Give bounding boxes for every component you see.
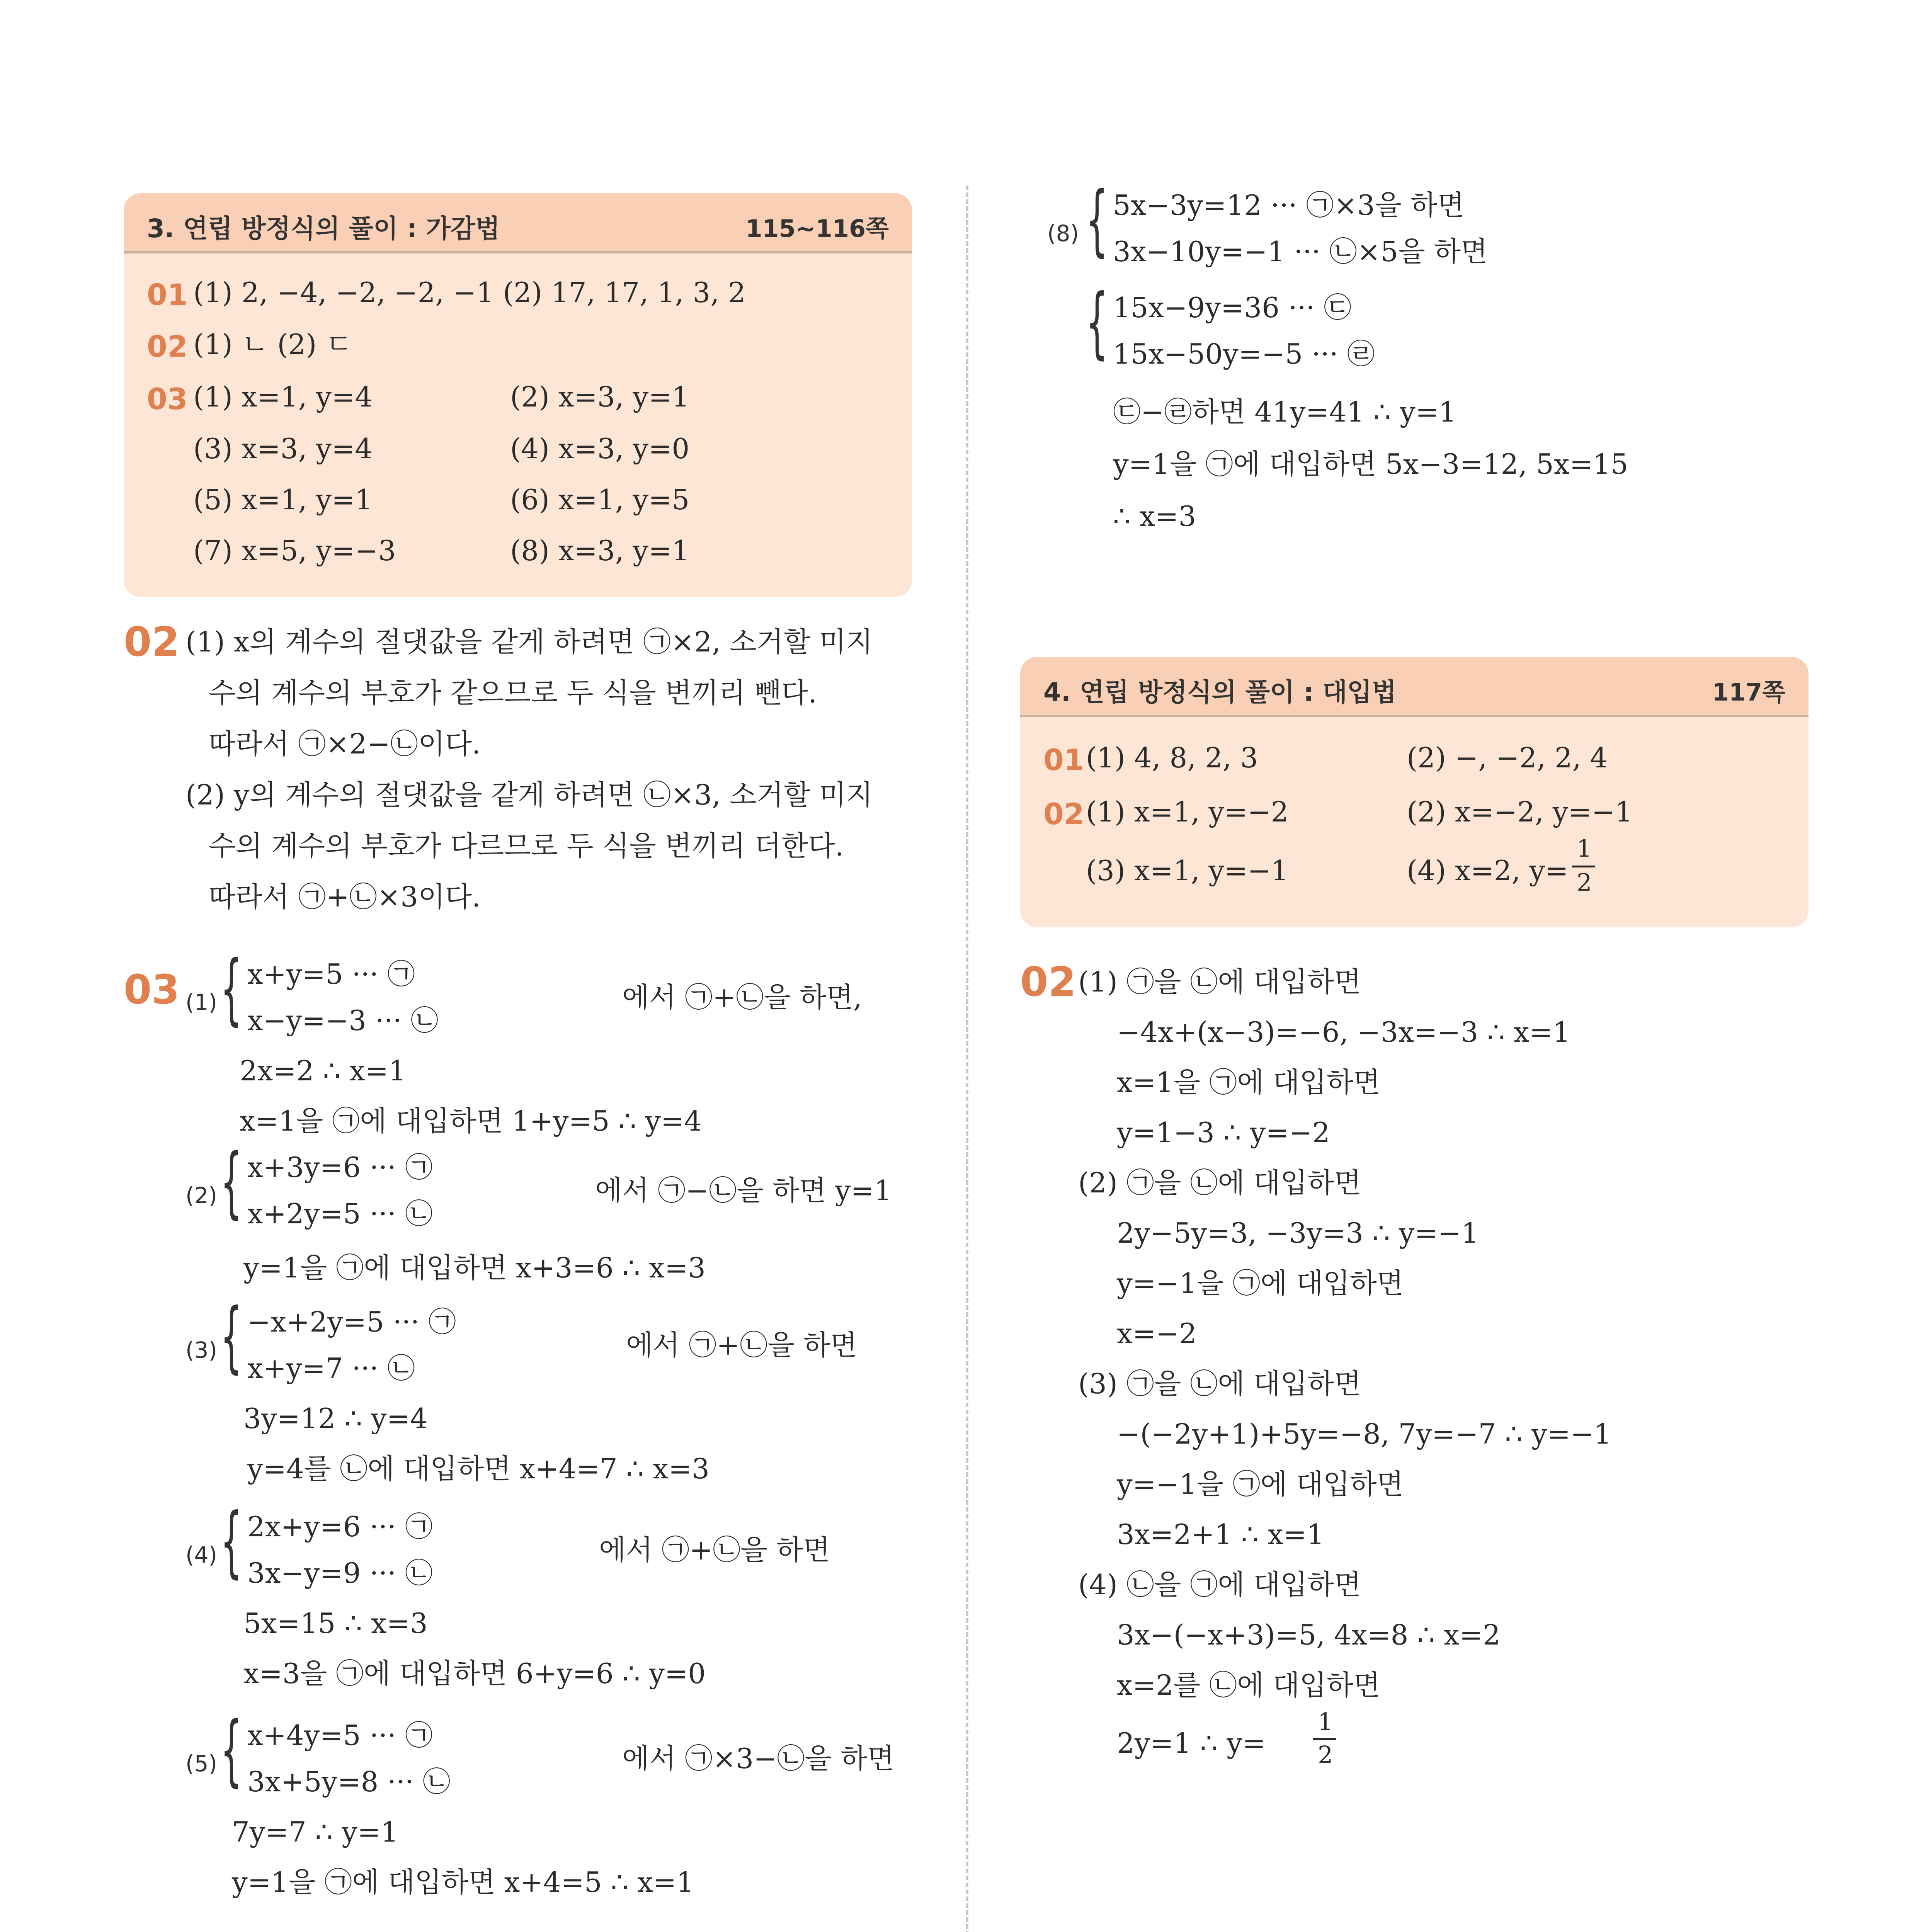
answer-line: (1) ㄴ (2) ㄷ: [193, 328, 352, 361]
step: y=4를 ㉡에 대입하면 x+4=7 ∴ x=3: [247, 1452, 709, 1485]
sub-label: (3): [185, 1337, 218, 1363]
step: ∴ x=3: [1113, 500, 1196, 532]
text-line: x=2를 ㉡에 대입하면: [1117, 1669, 1380, 1701]
text-line: (2) y의 계수의 절댓값을 같게 하려면 ㉡×3, 소거할 미지: [185, 779, 873, 811]
answer-box-3-header: [124, 193, 912, 253]
step: y=1을 ㉠에 대입하면 x+4=5 ∴ x=1: [232, 1866, 694, 1898]
step: y=1을 ㉠에 대입하면 5x−3=12, 5x=15: [1113, 448, 1628, 480]
equation: x−y=−3 ··· ㉡: [247, 1004, 439, 1037]
equation: x+y=7 ··· ㉡: [247, 1352, 415, 1384]
text-line: 수의 계수의 부호가 같으므로 두 식을 변끼리 뺀다.: [209, 677, 817, 709]
section-number: 02: [1020, 958, 1076, 1005]
text-line: 3x=2+1 ∴ x=1: [1117, 1518, 1325, 1551]
sub-label: (8): [1047, 220, 1079, 247]
answer-line: (3) x=3, y=4: [193, 432, 373, 465]
answer-box-3: [124, 193, 912, 597]
fraction-denominator: 2: [1577, 868, 1592, 896]
equation: 15x−50y=−5 ··· ㉣: [1113, 338, 1375, 370]
sub-label: (5): [185, 1750, 218, 1777]
item-number: 03: [147, 382, 188, 416]
brace: {: [220, 944, 243, 1034]
item-number: 02: [147, 329, 188, 364]
column-divider: [966, 185, 968, 1932]
operation: 에서 ㉠+㉡을 하면,: [622, 981, 862, 1014]
step: x=3을 ㉠에 대입하면 6+y=6 ∴ y=0: [243, 1657, 706, 1690]
text-line: (1) x의 계수의 절댓값을 같게 하려면 ㉠×2, 소거할 미지: [185, 626, 873, 658]
operation: 에서 ㉠+㉡을 하면: [599, 1534, 830, 1566]
answer-line: (1) x=1, y=4: [193, 381, 373, 413]
fraction-numerator: 1: [1577, 834, 1592, 862]
equation: x+3y=6 ··· ㉠: [247, 1151, 433, 1184]
answer-box-4-pages: 117쪽: [1712, 678, 1785, 706]
equation: 3x−10y=−1 ··· ㉡×5을 하면: [1113, 235, 1488, 268]
step: 2x=2 ∴ x=1: [240, 1054, 406, 1087]
equation: x+y=5 ··· ㉠: [247, 958, 415, 990]
text-line: (1) ㉠을 ㉡에 대입하면: [1078, 966, 1361, 998]
brace: {: [220, 1137, 243, 1227]
brace: {: [1086, 175, 1108, 265]
text-line: (4) ㉡을 ㉠에 대입하면: [1078, 1568, 1361, 1601]
brace: {: [220, 1497, 243, 1587]
answer-line: (1) 4, 8, 2, 3: [1086, 742, 1258, 774]
item-number: 02: [1043, 797, 1084, 831]
text-line: −4x+(x−3)=−6, −3x=−3 ∴ x=1: [1117, 1016, 1570, 1048]
answer-line: (2) x=3, y=1: [510, 381, 690, 413]
equation: 3x−y=9 ··· ㉡: [247, 1557, 433, 1589]
section-number: 03: [124, 966, 180, 1013]
answer-box-4-title: 4. 연립 방정식의 풀이 : 대입법: [1043, 677, 1397, 707]
answer-line: (2) x=−2, y=−1: [1407, 796, 1633, 828]
brace: {: [220, 1292, 243, 1382]
text-line: x=−2: [1117, 1317, 1197, 1350]
text-line: 2y−5y=3, −3y=3 ∴ y=−1: [1117, 1217, 1479, 1249]
answer-line: (4) x=3, y=0: [510, 432, 690, 465]
sub-label: (1): [185, 989, 218, 1015]
text-line: x=1을 ㉠에 대입하면: [1117, 1066, 1380, 1099]
answer-line: (5) x=1, y=1: [193, 483, 373, 516]
answer-box-4-header: [1020, 657, 1809, 717]
text-line: 2y=1 ∴ y=: [1117, 1727, 1266, 1759]
brace: {: [1086, 277, 1108, 367]
fraction-bar: [1313, 1738, 1336, 1740]
item-number: 01: [147, 277, 188, 312]
text-line: 따라서 ㉠×2−㉡이다.: [209, 728, 481, 760]
section-number: 02: [124, 618, 180, 665]
operation: 에서 ㉠+㉡을 하면: [626, 1329, 857, 1361]
text-line: y=−1을 ㉠에 대입하면: [1117, 1267, 1404, 1299]
step: 3y=12 ∴ y=4: [243, 1402, 428, 1435]
fraction-bar: [1572, 866, 1595, 867]
answer-line: (1) 2, −4, −2, −2, −1 (2) 17, 17, 1, 3, 2: [193, 276, 746, 309]
text-line: 3x−(−x+3)=5, 4x=8 ∴ x=2: [1117, 1619, 1501, 1651]
step: 7y=7 ∴ y=1: [232, 1816, 399, 1848]
answer-box-3-pages: 115~116쪽: [745, 214, 889, 243]
text-line: (2) ㉠을 ㉡에 대입하면: [1078, 1167, 1361, 1199]
answer-line: (1) x=1, y=−2: [1086, 796, 1289, 828]
equation: x+4y=5 ··· ㉠: [247, 1719, 433, 1752]
step: ㉢−㉣하면 41y=41 ∴ y=1: [1113, 396, 1456, 428]
item-number: 01: [1043, 743, 1084, 777]
text-line: y=−1을 ㉠에 대입하면: [1117, 1468, 1404, 1500]
step: x=1을 ㉠에 대입하면 1+y=5 ∴ y=4: [240, 1105, 702, 1137]
text-line: y=1−3 ∴ y=−2: [1117, 1116, 1330, 1149]
step: 5x=15 ∴ x=3: [243, 1607, 428, 1639]
equation: 3x+5y=8 ··· ㉡: [247, 1765, 451, 1798]
text-line: 수의 계수의 부호가 다르므로 두 식을 변끼리 더한다.: [209, 830, 844, 862]
text-line: −(−2y+1)+5y=−8, 7y=−7 ∴ y=−1: [1117, 1418, 1612, 1450]
operation: 에서 ㉠−㉡을 하면 y=1: [595, 1174, 892, 1207]
answer-line: (6) x=1, y=5: [510, 483, 690, 516]
text-line: 따라서 ㉠+㉡×3이다.: [209, 881, 481, 913]
fraction-numerator: 1: [1318, 1708, 1333, 1736]
equation: 2x+y=6 ··· ㉠: [247, 1510, 433, 1543]
answer-box-3-title: 3. 연립 방정식의 풀이 : 가감법: [147, 214, 500, 243]
sub-label: (2): [185, 1182, 218, 1209]
equation: −x+2y=5 ··· ㉠: [247, 1306, 456, 1338]
text-line: (3) ㉠을 ㉡에 대입하면: [1078, 1367, 1361, 1400]
answer-line: (4) x=2, y=: [1407, 854, 1569, 887]
answer-box-4: [1020, 657, 1809, 927]
fraction-denominator: 2: [1318, 1741, 1333, 1769]
sub-label: (4): [185, 1542, 218, 1568]
answer-line: (2) −, −2, 2, 4: [1407, 742, 1608, 774]
answer-line: (8) x=3, y=1: [510, 534, 690, 567]
step: y=1을 ㉠에 대입하면 x+3=6 ∴ x=3: [243, 1252, 706, 1284]
operation: 에서 ㉠×3−㉡을 하면: [622, 1742, 894, 1775]
answer-line: (7) x=5, y=−3: [193, 534, 396, 567]
answer-line: (3) x=1, y=−1: [1086, 854, 1289, 887]
equation: 5x−3y=12 ··· ㉠×3을 하면: [1113, 189, 1465, 221]
brace: {: [220, 1705, 243, 1795]
equation: 15x−9y=36 ··· ㉢: [1113, 291, 1352, 324]
equation: x+2y=5 ··· ㉡: [247, 1197, 433, 1230]
